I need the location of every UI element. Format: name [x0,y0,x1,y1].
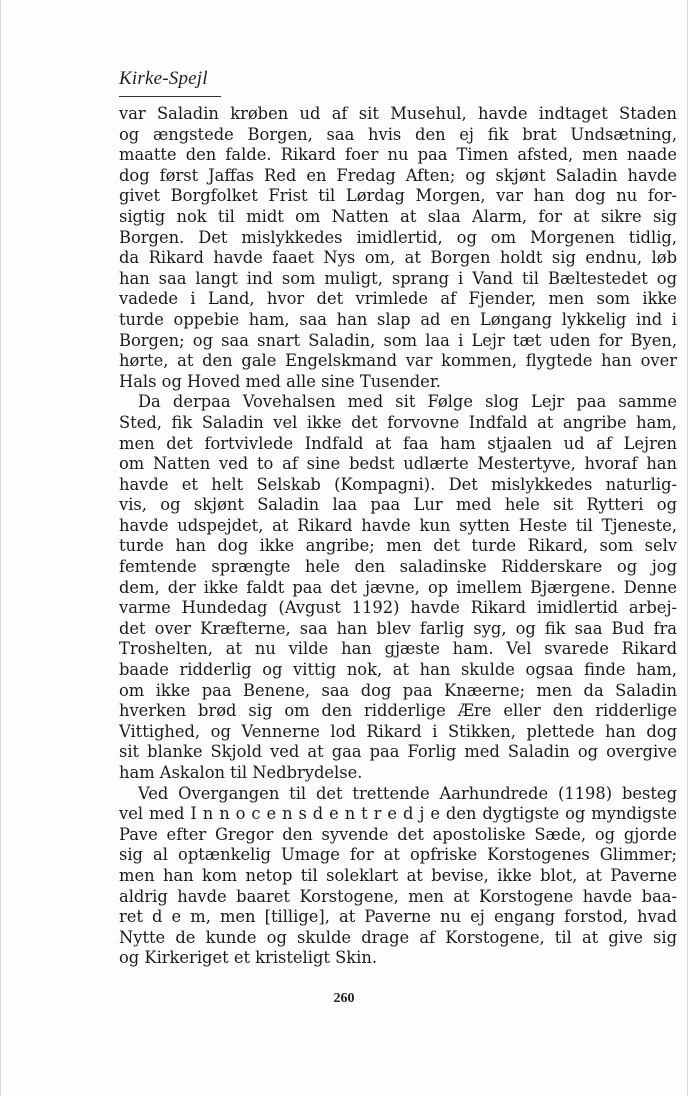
text-line: ret d e m, men [tillige], at Paverne nu ej engang forstod, hvad [119,907,677,927]
text-line: aldrig havde baaret Korstogene, men at Korstogene havde baa- [119,886,677,906]
text-line: femtende sprængte hele den saladinske Ridderskare og jog [119,557,677,577]
text-line: turde oppebie ham, saa han slap ad en Løngang lykkelig ind i [119,309,677,329]
text-line: ham Askalon til Nedbrydelse. [119,763,363,782]
text-line: det over Kræfterne, saa han blev farlig syg, og fik saa Bud fra [119,618,677,638]
text-line: turde han dog ikke angribe; men det turde Rikard, som selv [119,536,677,556]
text-line: sig al optænkelig Umage for at opfriske Korstogenes Glimmer; [119,845,677,865]
text-line: da Rikard havde faaet Nys om, at Borgen holdt sig endnu, løb [119,248,677,268]
running-head-rule [119,96,221,97]
text-line: og ængstede Borgen, saa hvis den ej fik brat Undsætning, [119,124,677,144]
text-line: men det fortvivlede Indfald at faa ham stjaalen ud af Lejren [119,433,677,453]
body-text [119,104,677,969]
text-line: Pave efter Gregor den syvende det apostoliske Sæde, og gjorde [119,824,677,844]
text-line: varme Hundedag (Avgust 1192) havde Rikard imidlertid arbej- [119,598,677,618]
text-line: havde udspejdet, at Rikard havde kun sytten Heste til Tjeneste, [119,515,677,535]
page-number: 260 [333,991,355,1006]
text-line: Nytte de kunde og skulde drage af Korstogene, til at give sig [119,927,677,947]
text-line: Troshelten, at nu vilde han gjæste ham. Vel svarede Rikard [119,639,677,659]
text-line: men han kom netop til soleklart at bevise, ikke blot, at Paverne [119,865,677,885]
text-line: vis, og skjønt Saladin laa paa Lur med hele sit Rytteri og [119,495,677,515]
text-line: givet Borgfolket Frist til Lørdag Morgen, var han dog nu for- [119,186,677,206]
text-line: og Kirkeriget et kristeligt Skin. [119,948,378,968]
text-line: var Saladin krøben ud af sit Musehul, havde indtaget Staden [119,104,677,123]
text-line: baade ridderlig og vittig nok, at han skulde ogsaa finde ham, [119,660,677,680]
text-line: sigtig nok til midt om Natten at slaa Alarm, for at sikre sig [119,206,677,226]
running-head: Kirke-Spejl [119,68,208,89]
text-line: hverken brød sig om den ridderlige Ære eller den ridderlige [119,701,677,721]
text-line: dem, der ikke faldt paa det jævne, op imellem Bjærgene. Denne [119,577,677,597]
text-line: Borgen; og saa snart Saladin, som laa i Lejr tæt uden for Byen, [119,330,677,350]
text-line: vel med I n n o c e n s d e n t r e d j e den dygtigste og myndigste [119,804,677,824]
text-line: Sted, fik Saladin vel ikke det forvovne Indfald at angribe ham, [119,412,677,432]
text-line: Da derpaa Vovehalsen med sit Følge slog Lejr paa samme [138,392,677,412]
text-line: om ikke paa Benene, saa dog paa Knæerne; men da Saladin [119,680,677,700]
text-line: sit blanke Skjold ved at gaa paa Forlig med Saladin og overgive [119,742,677,762]
text-line: havde et helt Selskab (Kompagni). Det mislykkedes naturlig- [119,474,677,494]
text-line: Ved Overgangen til det trettende Aarhundrede (1198) besteg [138,783,677,803]
text-line: dog først Jaffas Red en Fredag Aften; og skjønt Saladin havde [119,165,677,185]
text-line: Hals og Hoved med alle sine Tusender. [119,371,441,391]
text-line: maatte den falde. Rikard foer nu paa Timen afsted, men naade [119,145,677,165]
text-line: hørte, at den gale Engelskmand var kommen, flygtede han over [119,351,677,371]
text-line: Vittighed, og Vennerne lod Rikard i Stikken, plettede han dog [119,721,677,741]
text-line: vadede i Land, hvor det vrimlede af Fjender, men som ikke [119,289,677,309]
text-line: han saa langt ind som muligt, sprang i Vand til Bæltestedet og [119,268,677,288]
text-line: Borgen. Det mislykkedes imidlertid, og om Morgenen tidlig, [119,227,677,247]
text-line: om Natten ved to af sine bedst udlærte Mestertyve, hvoraf han [119,454,677,474]
